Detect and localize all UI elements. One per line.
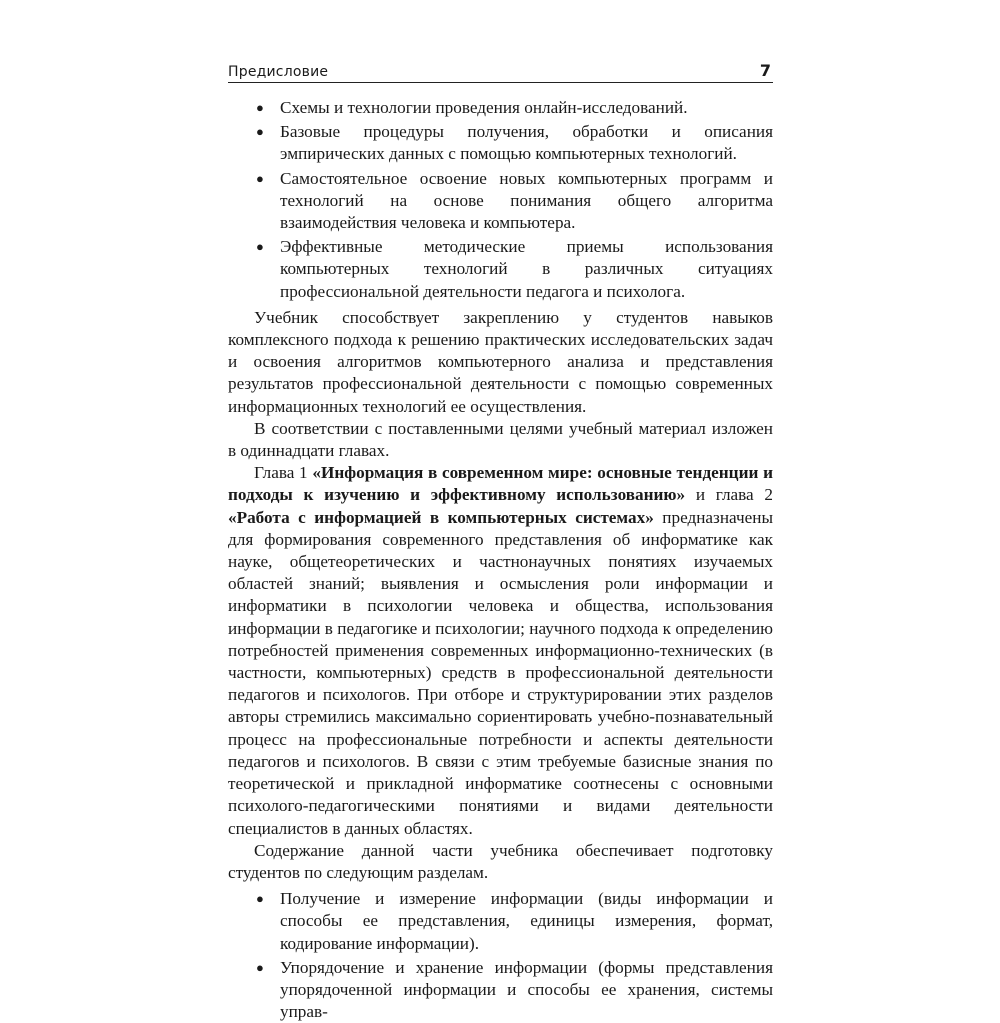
- list-item: ● Эффективные методические приемы использования компьютерных технологий в различных ситуациях профессиональной деятельности педагога и психолога.: [256, 237, 773, 301]
- list-item: ● Базовые процедуры получения, обработки и описания эмпирических данных с помощью компьютерных технологий.: [256, 122, 773, 164]
- chapter-1-title: «Информация в современном мире: основные тенденции и подходы к изучению и эффективному использованию»: [228, 463, 773, 505]
- bullet-list-bottom: [228, 888, 773, 1023]
- bullet-icon: ●: [256, 959, 264, 975]
- running-head: [228, 58, 773, 83]
- bullet-icon: ●: [256, 891, 264, 907]
- bullet-icon: ●: [256, 170, 264, 186]
- list-item: ● Самостоятельное освоение новых компьютерных программ и технологий на основе понимания общего алгоритма взаимодействия человека и компьютера.: [256, 168, 773, 233]
- page-number: 7: [759, 61, 771, 80]
- list-item: ● Схемы и технологии проведения онлайн-исследований.: [228, 97, 773, 119]
- list-item: ● Получение и измерение информации (виды информации и способы ее представления, единицы измерения, формат, кодирование информации).: [256, 889, 773, 953]
- book-page: [228, 58, 773, 1022]
- bullet-icon: ●: [256, 124, 264, 140]
- bullet-icon: ●: [256, 100, 264, 115]
- paragraph-2: В соответствии с поставленными целями учебный материал изложен в одиннадцати главах.: [228, 418, 773, 461]
- section-title: Предисловие: [228, 64, 329, 80]
- paragraph-1: Учебник способствует закреплению у студентов навыков комплексного подхода к решению практических исследовательских задач и освоения алгоритмов компьютерного анализа и представления результатов профессиональной деятельности с помощью современных информационных технологий ее осуществления.: [228, 307, 773, 416]
- bullet-list-top: [228, 97, 773, 303]
- page-body: [228, 97, 773, 1023]
- bullet-icon: ●: [256, 239, 264, 255]
- list-item: ● Упорядочение и хранение информации (формы представления упорядоченной информации и способы ее хранения, системы управ-: [256, 957, 773, 1022]
- paragraph-3: Глава 1 «Информация в современном мире: основные тенденции и подходы к изучению и эффективному использованию» и глава 2 «Работа с информацией в компьютерных системах» предназначены для формирования современного представления об информатике как науке, общетеоретических и частнонаучных понятиях изучаемых областей знаний; выявления и осмысления роли информации и информатики в психологии человека и общества, использования информации в педагогике и психологии; научного подхода к определению потребностей применения современных информационно-технических (в частности, компьютерных) средств в профессиональной деятельности педагогов и психологов. При отборе и структурировании этих разделов авторы стремились максимально сориентировать учебно-познавательный процесс на профессиональные потребности и аспекты деятельности педагогов и психологов. В связи с этим требуемые базисные знания по теоретической и прикладной информатике соотнесены с основными психолого-педагогическими понятиями и видами деятельности специалистов в данных областях.: [228, 463, 773, 838]
- paragraph-4: Содержание данной части учебника обеспечивает подготовку студентов по следующим разделам.: [228, 840, 773, 882]
- chapter-2-title: «Работа с информацией в компьютерных системах»: [228, 507, 654, 527]
